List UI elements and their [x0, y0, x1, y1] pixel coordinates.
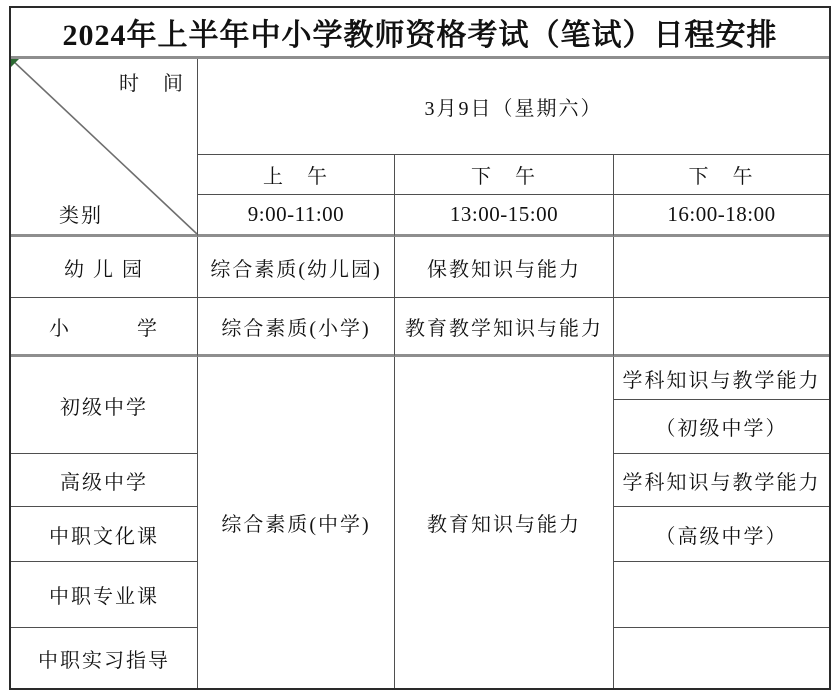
cell-subject-senior-line1: 学科知识与教学能力 [614, 454, 829, 507]
category-cell-kindergarten: 幼 儿 园 [11, 237, 198, 298]
cell-subject-senior-line2: （高级中学） [614, 507, 829, 562]
cell-kindergarten-morning: 综合素质(幼儿园) [198, 237, 395, 298]
cell-vocational-major-late-empty [614, 562, 829, 628]
category-cell-primary: 小 学 [11, 298, 198, 357]
time-late-afternoon-cell: 16:00-18:00 [614, 195, 829, 237]
category-cell-vocational-internship: 中职实习指导 [11, 628, 198, 688]
schedule-grid [11, 59, 829, 688]
schedule-sheet [9, 6, 831, 690]
corner-header-cell [11, 59, 198, 237]
period-morning-cell: 上 午 [198, 155, 395, 195]
cell-primary-late-afternoon-empty [614, 298, 829, 357]
page-title: 2024年上半年中小学教师资格考试（笔试）日程安排 [11, 8, 829, 59]
time-afternoon-cell: 13:00-15:00 [395, 195, 614, 237]
period-afternoon-cell: 下 午 [395, 155, 614, 195]
cell-merged-morning: 综合素质(中学) [198, 357, 395, 688]
period-late-afternoon-cell: 下 午 [614, 155, 829, 195]
header-date-cell: 3月9日（星期六） [198, 59, 829, 155]
cell-subject-junior-line2: （初级中学） [614, 400, 829, 454]
corner-time-label: 时 间 [119, 73, 185, 95]
category-cell-junior: 初级中学 [11, 357, 198, 454]
cell-primary-afternoon: 教育教学知识与能力 [395, 298, 614, 357]
cell-kindergarten-late-afternoon-empty [614, 237, 829, 298]
cell-vocational-internship-late-empty [614, 628, 829, 688]
cell-merged-afternoon: 教育知识与能力 [395, 357, 614, 688]
cell-kindergarten-afternoon: 保教知识与能力 [395, 237, 614, 298]
cell-subject-junior-line1: 学科知识与教学能力 [614, 357, 829, 400]
green-triangle-marker [11, 59, 19, 67]
cell-primary-morning: 综合素质(小学) [198, 298, 395, 357]
corner-category-label: 类别 [59, 205, 103, 227]
category-cell-vocational-major: 中职专业课 [11, 562, 198, 628]
time-morning-cell: 9:00-11:00 [198, 195, 395, 237]
category-cell-senior: 高级中学 [11, 454, 198, 507]
category-cell-vocational-culture: 中职文化课 [11, 507, 198, 562]
